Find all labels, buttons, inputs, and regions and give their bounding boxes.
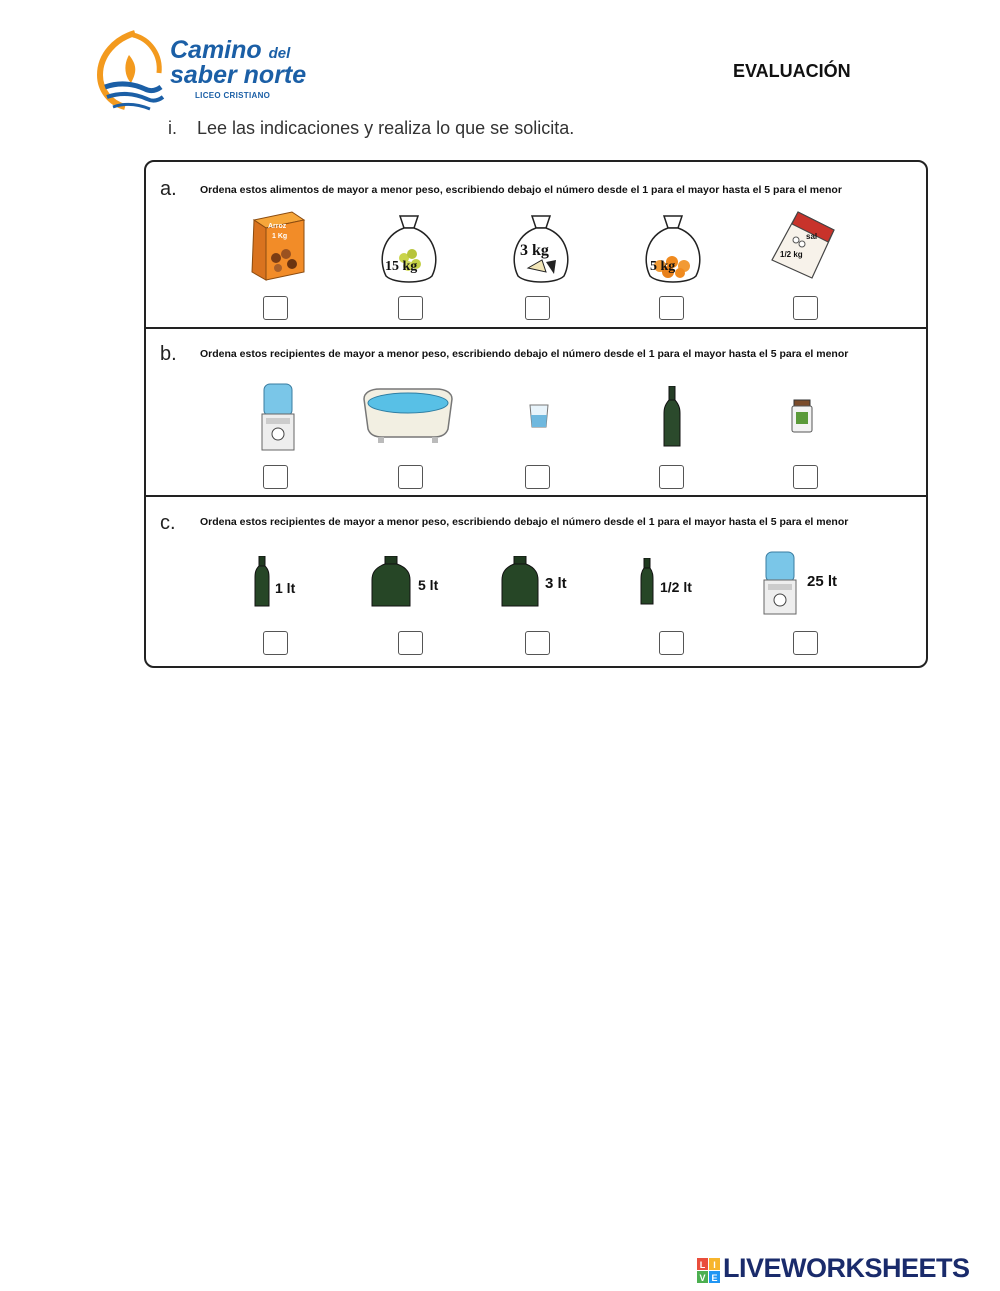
answer-box-b4[interactable] bbox=[659, 465, 684, 489]
section-a-letter: a. bbox=[160, 178, 177, 200]
bottle-icon bbox=[253, 556, 271, 608]
bread-weight-label: 3 kg bbox=[520, 242, 549, 259]
section-divider bbox=[145, 495, 927, 497]
orange-weight-label: 5 kg bbox=[650, 259, 676, 274]
answer-box-b1[interactable] bbox=[263, 465, 288, 489]
answer-box-a4[interactable] bbox=[659, 296, 684, 320]
wine-bottle-icon bbox=[662, 386, 682, 448]
jug-5lt-label: 5 lt bbox=[418, 577, 439, 593]
answer-box-a1[interactable] bbox=[263, 296, 288, 320]
salt-weight-label: 1/2 kg bbox=[780, 250, 803, 259]
salt-label: sal bbox=[806, 232, 818, 241]
badge-letter-i: I bbox=[713, 1260, 716, 1270]
grape-weight-label: 15 kg bbox=[385, 259, 418, 274]
answer-box-c1[interactable] bbox=[263, 631, 288, 655]
water-dispenser-icon bbox=[256, 382, 300, 452]
logo-title: Camino del bbox=[170, 36, 291, 64]
answer-box-a2[interactable] bbox=[398, 296, 423, 320]
badge-letter-l: L bbox=[699, 1260, 706, 1270]
water-dispenser-icon bbox=[760, 550, 800, 616]
jug-icon bbox=[500, 556, 540, 608]
answer-box-b3[interactable] bbox=[525, 465, 550, 489]
answer-box-a5[interactable] bbox=[793, 296, 818, 320]
jug-icon bbox=[370, 556, 412, 608]
bottle-icon bbox=[639, 558, 655, 606]
liveworksheets-brand[interactable]: LIVEWORKSHEETS bbox=[723, 1253, 970, 1283]
page-title: EVALUACIÓN bbox=[733, 61, 851, 81]
answer-box-c4[interactable] bbox=[659, 631, 684, 655]
section-c-text: Ordena estos recipientes de mayor a menor peso, escribiendo debajo el número desde el 1 para el mayor hasta el 5 para el menor bbox=[200, 516, 849, 528]
rice-weight-label: 1 Kg bbox=[272, 233, 288, 240]
section-c-letter: c. bbox=[160, 512, 176, 534]
section-b-text: Ordena estos recipientes de mayor a menor peso, escribiendo debajo el número desde el 1 para el mayor hasta el 5 para el menor bbox=[200, 348, 849, 360]
section-b-letter: b. bbox=[160, 343, 177, 365]
jar-icon bbox=[790, 398, 814, 434]
rice-box-icon bbox=[248, 210, 308, 282]
jug-3lt-label: 3 lt bbox=[545, 575, 567, 592]
instruction-text: Lee las indicaciones y realiza lo que se solicita. bbox=[197, 118, 575, 138]
section-divider bbox=[145, 327, 927, 329]
answer-box-c2[interactable] bbox=[398, 631, 423, 655]
instruction-number: i. bbox=[168, 118, 177, 138]
answer-box-a3[interactable] bbox=[525, 296, 550, 320]
bottle-1lt-label: 1 lt bbox=[275, 580, 296, 596]
answer-box-b5[interactable] bbox=[793, 465, 818, 489]
badge-letter-e: E bbox=[711, 1273, 718, 1283]
rice-label: Arroz bbox=[268, 223, 287, 230]
salt-box-icon bbox=[768, 210, 840, 282]
liveworksheets-logo-icon bbox=[697, 1258, 721, 1284]
section-a-text: Ordena estos alimentos de mayor a menor peso, escribiendo debajo el número desde el 1 para el mayor hasta el 5 para el menor bbox=[200, 184, 842, 196]
answer-box-c5[interactable] bbox=[793, 631, 818, 655]
logo-subtitle: saber norte bbox=[170, 61, 307, 89]
dispenser-25lt-label: 25 lt bbox=[807, 573, 838, 590]
bathtub-icon bbox=[360, 385, 456, 445]
answer-box-b2[interactable] bbox=[398, 465, 423, 489]
badge-letter-v: V bbox=[699, 1273, 706, 1283]
answer-box-c3[interactable] bbox=[525, 631, 550, 655]
logo-tagline: LICEO CRISTIANO bbox=[195, 91, 271, 100]
bottle-half-lt-label: 1/2 lt bbox=[660, 579, 692, 595]
glass-icon bbox=[528, 403, 550, 429]
